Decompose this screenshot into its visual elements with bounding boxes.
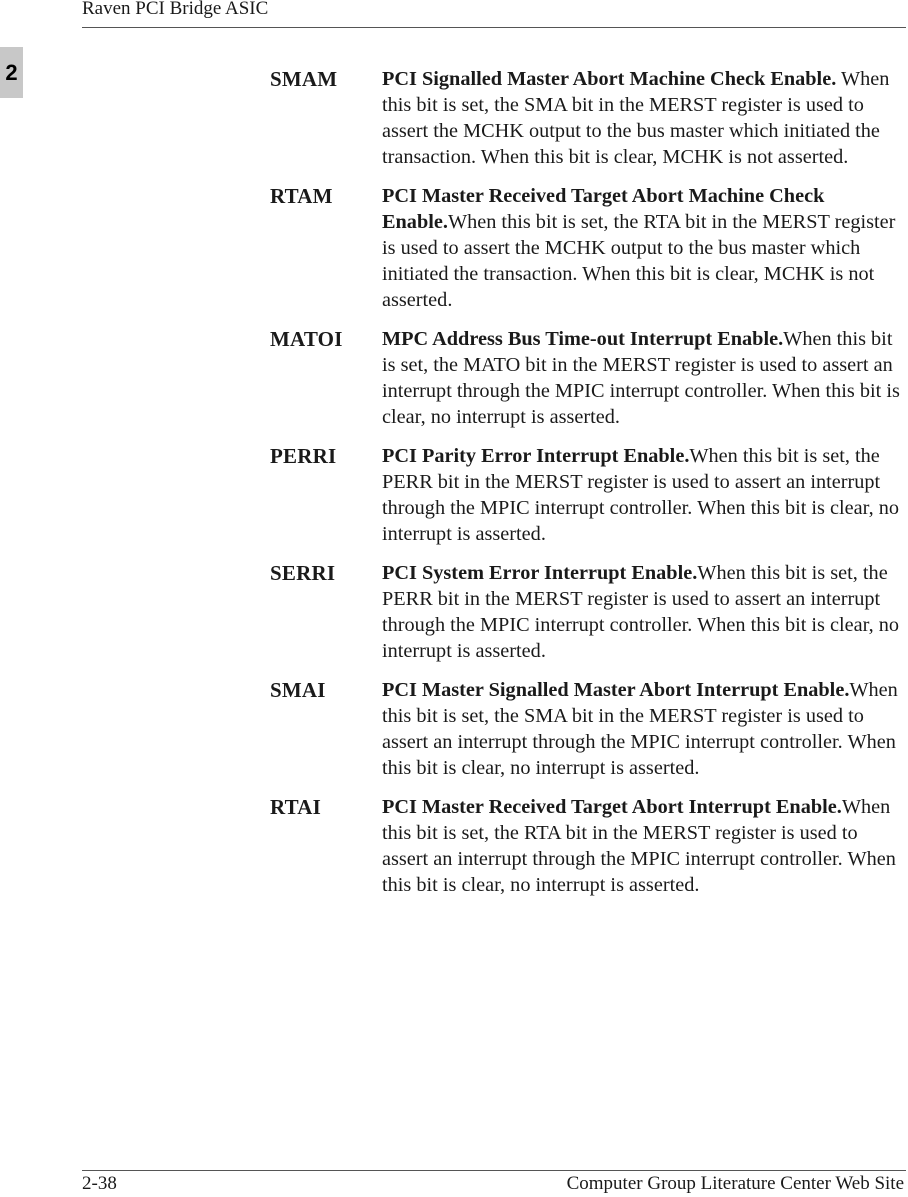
definition-smam	[270, 66, 906, 170]
term-description	[382, 443, 906, 547]
term-description	[382, 66, 906, 170]
description-lead: PCI Parity Error Interrupt Enable.	[382, 445, 690, 467]
description-lead: PCI Master Received Target Abort Interrupt Enable.	[382, 796, 842, 818]
definition-smai	[270, 677, 906, 781]
term-description	[382, 677, 906, 781]
term-label: PERRI	[270, 444, 337, 468]
running-header: Raven PCI Bridge ASIC	[82, 0, 269, 19]
description-lead: PCI Master Signalled Master Abort Interrupt Enable.	[382, 679, 850, 701]
register-bit-definitions	[270, 66, 906, 911]
description-lead: PCI Master Received Target Abort Machine Check Enable.	[382, 185, 825, 233]
definition-serri	[270, 560, 906, 664]
description-lead: PCI System Error Interrupt Enable.	[382, 562, 698, 584]
header-rule	[82, 27, 906, 28]
chapter-tab: 2	[0, 47, 23, 98]
page-number: 2-38	[82, 1173, 117, 1194]
definition-matoi	[270, 326, 906, 430]
footer-rule	[82, 1170, 906, 1171]
term-description	[382, 183, 906, 313]
description-body: When this bit is set, the RTA bit in the MERST register is used to assert the MCHK output to the bus master which initiated the transaction. When this bit is clear, MCHK is not asserted.	[382, 211, 896, 311]
term-description	[382, 560, 906, 664]
description-lead: MPC Address Bus Time-out Interrupt Enable.	[382, 328, 784, 350]
term-label: RTAI	[270, 795, 322, 819]
description-body: When this bit is set, the PERR bit in the MERST register is used to assert an interrupt through the MPIC interrupt controller. When this bit is clear, no interrupt is asserted.	[382, 445, 900, 545]
description-body: When this bit is set, the SMA bit in the MERST register is used to assert the MCHK output to the bus master which initiated the transaction. When this bit is clear, MCHK is not asserted.	[382, 68, 890, 168]
definition-rtam	[270, 183, 906, 313]
description-lead: PCI Signalled Master Abort Machine Check Enable.	[382, 68, 837, 90]
term-label: MATOI	[270, 327, 343, 351]
term-label: SERRI	[270, 561, 336, 585]
description-body: When this bit is set, the SMA bit in the MERST register is used to assert an interrupt through the MPIC interrupt controller. When this bit is clear, no interrupt is asserted.	[382, 679, 898, 779]
term-description	[382, 794, 906, 898]
description-body: When this bit is set, the PERR bit in the MERST register is used to assert an interrupt through the MPIC interrupt controller. When this bit is clear, no interrupt is asserted.	[382, 562, 900, 662]
term-label: RTAM	[270, 184, 333, 208]
term-description	[382, 326, 906, 430]
description-body: When this bit is set, the MATO bit in the MERST register is used to assert an interrupt through the MPIC interrupt controller. When this bit is clear, no interrupt is asserted.	[382, 328, 900, 428]
definition-rtai	[270, 794, 906, 898]
footer-site-title: Computer Group Literature Center Web Site	[566, 1173, 904, 1194]
definition-perri	[270, 443, 906, 547]
description-body: When this bit is set, the RTA bit in the MERST register is used to assert an interrupt through the MPIC interrupt controller. When this bit is clear, no interrupt is asserted.	[382, 796, 896, 896]
term-label: SMAM	[270, 67, 338, 91]
term-label: SMAI	[270, 678, 326, 702]
